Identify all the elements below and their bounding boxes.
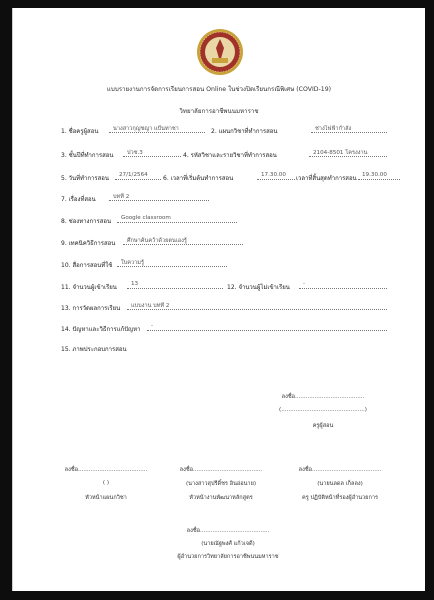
department-label: 2. แผนกวิชาที่ทำการสอน — [211, 128, 278, 135]
problems-value: - — [147, 323, 387, 331]
absence-label: 12. จำนวนผู้ไม่เข้าเรียน — [227, 284, 290, 291]
college-name: วิทยาลัยการอาชีพนนมหาราช — [179, 108, 259, 115]
row-9 — [61, 238, 395, 248]
start-time-value: 17.30.00 — [257, 172, 295, 180]
subject-label: 4. รหัสวิชาและรายวิชาที่ทำการสอน — [183, 152, 277, 159]
topic-label: 7. เรื่องที่สอน — [61, 196, 96, 203]
end-time-value: 19.30.00 — [358, 172, 400, 180]
channel-value: Google classroom — [117, 215, 237, 223]
channel-label: 8. ช่องทางการสอน — [61, 218, 112, 225]
row-13 — [61, 303, 395, 313]
teacher-name-value: นางสาวกุญชญา แป้นทาชา — [109, 125, 205, 133]
teacher-role: ครูผู้สอน — [312, 423, 334, 429]
head-dept-name-line: ( ) — [102, 480, 110, 486]
absence-value: - — [299, 281, 387, 289]
end-time-label: เวลาที่สิ้นสุดทำการสอน — [296, 175, 357, 182]
college-seal-logo — [196, 28, 244, 76]
media-value: ใบความรู้ — [117, 259, 227, 267]
row-8 — [61, 216, 395, 226]
teacher-name-line: (...............................................) — [279, 407, 367, 413]
technique-label: 9. เทคนิควิธีการสอน — [61, 240, 116, 247]
curriculum-name-line: (นางสาวสุปรีดิ์ชร อินอ่อนาย) — [185, 481, 257, 487]
class-year-label: 3. ชั้นปีที่ทำการสอน — [61, 152, 114, 159]
teacher-name-label: 1. ชื่อครูผู้สอน — [61, 128, 99, 135]
head-dept-role: หัวหน้าแผนกวิชา — [85, 495, 127, 501]
row-5-6 — [61, 173, 395, 183]
department-value: ช่างไฟฟ้ากำลัง — [311, 125, 387, 133]
start-time-label: 6. เวลาที่เริ่มต้นทำการสอน — [163, 175, 234, 182]
row-15 — [61, 344, 395, 354]
teaching-date-label: 5. วันที่ทำการสอน — [61, 175, 109, 182]
curriculum-sign-line: ลงชื่อ....................................... — [179, 467, 263, 473]
technique-value: ศึกษาค้นคว้าด้วยตนเองรู้ — [123, 237, 243, 245]
teacher-sign-line: ลงชื่อ....................................... — [281, 394, 365, 400]
document-page — [12, 8, 425, 591]
deputy-sign-line: ลงชื่อ....................................... — [298, 467, 382, 473]
row-11-12 — [61, 282, 395, 292]
attendance-label: 11. จำนวนผู้เข้าเรียน — [61, 284, 117, 291]
director-name-line: (นายณัฐพงศ์ แก้วเจดี) — [201, 541, 255, 547]
teaching-date-value: 27/1/2564 — [115, 172, 161, 180]
row-3-4 — [61, 150, 395, 160]
assessment-label: 13. การวัดผลการเรียน — [61, 305, 121, 312]
assessment-value: แบบงาน บทที่ 2 — [127, 302, 387, 310]
curriculum-role: หัวหน้างานพัฒนาหลักสูตร — [189, 495, 253, 501]
row-10 — [61, 260, 395, 270]
media-label: 10. สื่อการสอนที่ใช้ — [61, 262, 113, 269]
attendance-value: 13 — [127, 281, 223, 289]
row-7 — [61, 194, 395, 204]
row-14 — [61, 324, 395, 334]
class-year-value: ปวช.3 — [123, 149, 181, 157]
director-sign-line: ลงชื่อ....................................... — [186, 528, 270, 534]
head-dept-sign-line: ลงชื่อ....................................... — [64, 467, 148, 473]
photos-label: 15. ภาพประกอบการสอน — [61, 346, 127, 353]
subject-value: 2104-8501 โครงงาน — [309, 149, 387, 157]
row-1 — [61, 126, 395, 136]
deputy-role: ครู ปฏิบัติหน้าที่รองผู้อำนวยการ — [301, 495, 378, 501]
deputy-name-line: (นายนลดล เก็ลลง) — [317, 481, 363, 487]
director-role: ผู้อำนวยการวิทยาลัยการอาชีพนนมหาราช — [177, 554, 279, 560]
topic-value: บทที่ 2 — [109, 193, 209, 201]
problems-label: 14. ปัญหาและวิธีการแก้ปัญหา — [61, 326, 141, 333]
form-title: แบบรายงานการจัดการเรียนการสอน Online ในช่วงปิดเรียนกรณีพิเศษ (COVID-19) — [106, 86, 332, 93]
